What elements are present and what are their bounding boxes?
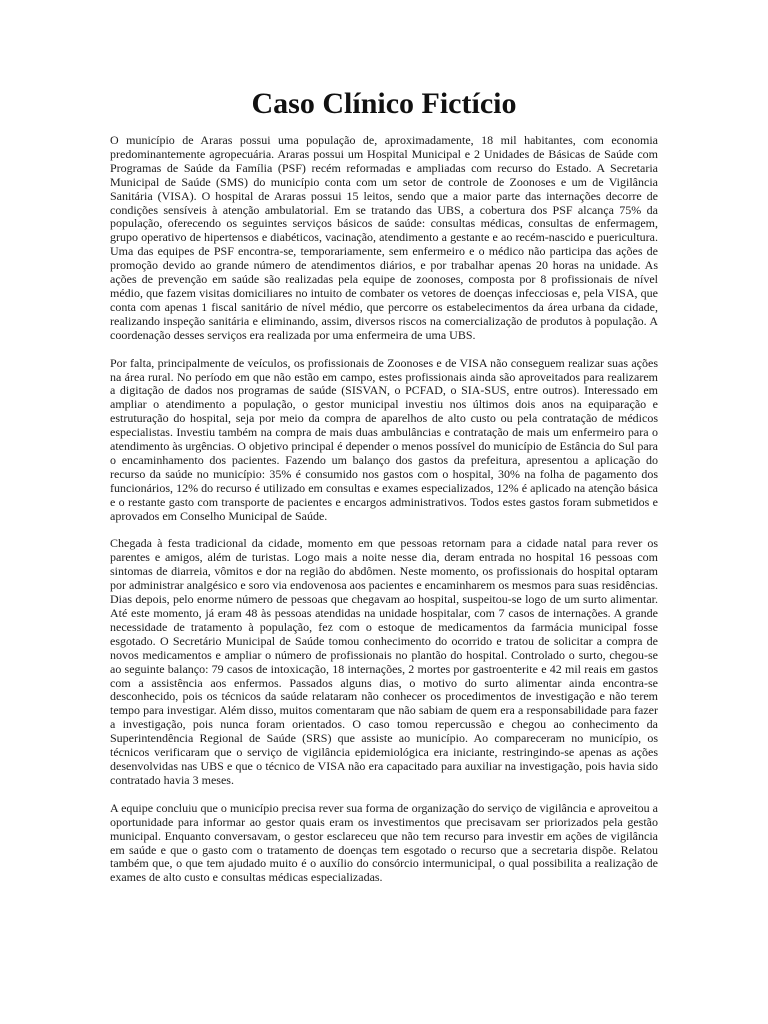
document-body xyxy=(110,134,658,899)
document-title: Caso Clínico Fictício xyxy=(251,87,517,120)
paragraph-4: A equipe concluiu que o município precisa rever sua forma de organização do serviço de vigilância e aproveitou a oportunidade para informar ao gestor quais eram os investimentos que precisavam ser priorizados pela gestão municipal. Enquanto conversavam, o gestor esclareceu que não tem recurso para investir em ações de vigilância em saúde e que o gasto com o tratamento de doenças tem esgotado o recurso que a secretaria dispõe. Relatou também que, o que tem ajudado muito é o auxílio do consórcio intermunicipal, o qual possibilita a realização de exames de alto custo e consultas médicas especializadas. xyxy=(110,800,658,885)
paragraph-2: Por falta, principalmente de veículos, os profissionais de Zoonoses e de VISA não conseguem realizar suas ações na área rural. No período em que não estão em campo, estes profissionais ainda são aproveitados para realizarem a digitação de dados nos programas de saúde (SISVAN, o PCFAD, o SIA-SUS, entre outros). Interessado em ampliar o atendimento a população, o gestor municipal investiu nos últimos dois anos na equiparação e estruturação do hospital, seja por meio da compra de aparelhos de alto custo ou pela contratação de médicos especialistas. Investiu também na compra de mais duas ambulâncias e contratação de mais um enfermeiro para o atendimento às urgências. O objetivo principal é depender o menos possível do município de Estância do Sul para o encaminhamento dos pacientes. Fazendo um balanço dos gastos da prefeitura, apresentou a aplicação do recurso da saúde no município: 35% é consumido nos gastos com o hospital, 30% na folha de pagamento dos funcionários, 12% do recurso é utilizado em consultas e exames especializados, 12% é aplicado na atenção básica e o restante gasto com transporte de pacientes e encargos administrativos. Todos estes gastos foram submetidos e aprovados em Conselho Municipal de Saúde. xyxy=(110,355,658,523)
paragraph-1: O município de Araras possui uma população de, aproximadamente, 18 mil habitantes, com economia predominantemente agropecuária. Araras possui um Hospital Municipal e 2 Unidades de Básicas de Saúde com Programas de Saúde da Família (PSF) recém reformadas e ampliadas com recurso do Estado. A Secretaria Municipal de Saúde (SMS) do município conta com um setor de controle de Zoonoses e um de Vigilância Sanitária (VISA). O hospital de Araras possui 15 leitos, sendo que a maior parte das internações decorre de condições sensíveis à atenção ambulatorial. Em se tratando das UBS, a cobertura dos PSF alcança 75% da população, oferecendo os seguintes serviços básicos de saúde: consultas médicas, consultas de enfermagem, grupo operativo de hipertensos e diabéticos, vacinação, atendimento a gestante e ao recém-nascido e puericultura. Uma das equipes de PSF encontra-se, temporariamente, sem enfermeiro e o médico não participa das ações de promoção devido ao grande número de atendimentos diários, e por trabalhar apenas 20 horas na unidade. As ações de prevenção em saúde são realizadas pela equipe de zoonoses, composta por 8 profissionais de nível médio, que fazem visitas domiciliares no intuito de combater os vetores de doenças infecciosas e, pela VISA, que conta com apenas 1 fiscal sanitário de nível médio, que percorre os estabelecimentos da área urbana da cidade, realizando inspeção sanitária e eliminando, assim, diversos riscos na comercialização de produtos à população. A coordenação desses serviços era realizada por uma enfermeira de uma UBS. xyxy=(110,133,658,342)
paragraph-3: Chegada à festa tradicional da cidade, momento em que pessoas retornam para a cidade natal para rever os parentes e amigos, além de turistas. Logo mais a noite nesse dia, deram entrada no hospital 16 pessoas com sintomas de diarreia, vômitos e dor na região do abdômen. Neste momento, os profissionais do hospital optaram por administrar analgésico e soro via endovenosa aos pacientes e encaminharem os mesmos para suas residências. Dias depois, pelo enorme número de pessoas que chegavam ao hospital, suspeitou-se logo de um surto alimentar. Até este momento, já eram 48 às pessoas atendidas na unidade hospitalar, com 7 casos de internações. A grande necessidade de tratamento à população, fez com o estoque de medicamentos da farmácia municipal fosse esgotado. O Secretário Municipal de Saúde tomou conhecimento do ocorrido e tratou de solicitar a compra de novos medicamentos e ampliar o número de profissionais no plantão do hospital. Controlado o surto, chegou-se ao seguinte balanço: 79 casos de intoxicação, 18 internações, 2 mortes por gastroenterite e 42 mil reais em gastos com a assistência aos enfermos. Passados alguns dias, o motivo do surto alimentar ainda encontra-se desconhecido, pois os técnicos da saúde relataram não conhecer os procedimentos de investigação e não terem tempo para investigar. Além disso, muitos comentaram que não sabiam de quem era a responsabilidade para fazer a investigação, pois nunca foram orientados. O caso tomou repercussão e chegou ao conhecimento da Superintendência Regional de Saúde (SRS) que assiste ao município. Ao compareceram no município, os técnicos verificaram que o serviço de vigilância epidemiológica era iniciante, restringindo-se apenas as ações desenvolvidas nas UBS e que o técnico de VISA não era capacitado para auxiliar na investigação, pois havia sido contratado havia 3 meses. xyxy=(110,536,658,787)
